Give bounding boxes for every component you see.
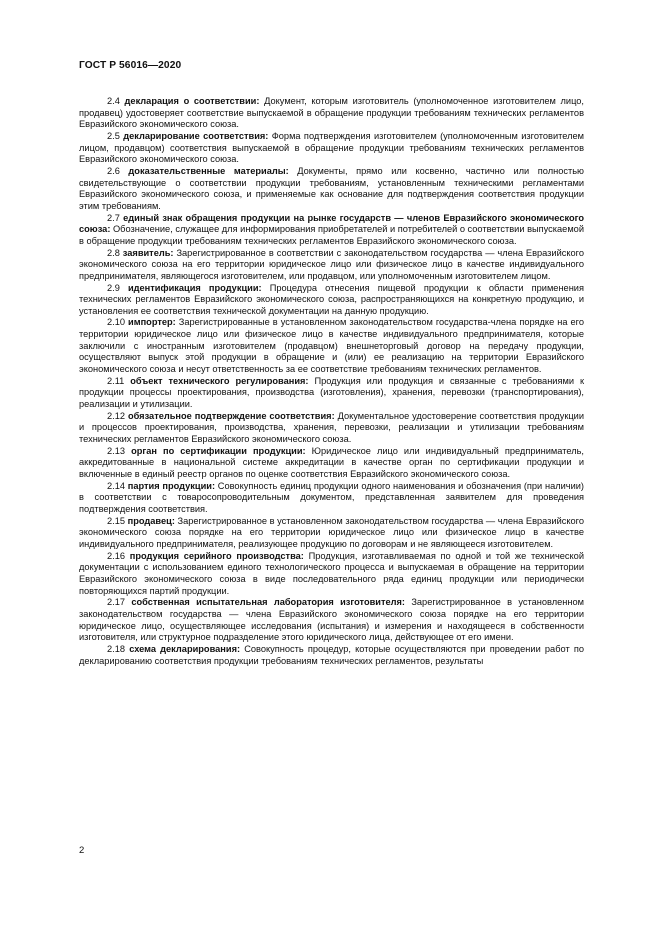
definition-number: 2.11 bbox=[107, 375, 125, 386]
definition-term: продукция серийного производства: bbox=[129, 550, 304, 561]
definition-paragraph bbox=[79, 644, 584, 667]
definition-text: Зарегистрированное в установленном законодательством государства — члена Евразийского экономического союза порядке на его территории юридическое лицо или физическое лицо в качестве индивидуального предпринимателя, реализующее продукцию по договорам и не являющееся изготовителем. bbox=[79, 515, 584, 549]
definition-text: Совокупность процедур, которые осуществляются при проведении работ по декларированию соответствия продукции требованиям технических регламентов, результаты bbox=[79, 643, 584, 666]
page-number: 2 bbox=[79, 845, 85, 856]
definition-paragraph bbox=[79, 481, 584, 516]
definition-term: идентификация продукции: bbox=[127, 282, 262, 293]
definition-text: Совокупность единиц продукции одного наименования и обозначения (при наличии) в соответствии с товаросопроводительным документом, представленная заявителем для проведения подтверждения соответствия. bbox=[79, 480, 585, 514]
definition-paragraph bbox=[79, 248, 584, 283]
definition-text: Юридическое лицо или индивидуальный предприниматель, аккредитованные в национальной системе аккредитации в качестве орган по сертификации продукции и включенные в единый реестр органов по оценке соответствия Евразийского экономического союза. bbox=[79, 445, 584, 479]
definition-term: декларация о соответствии: bbox=[124, 96, 260, 106]
definition-number: 2.7 bbox=[107, 212, 120, 223]
definition-number: 2.18 bbox=[107, 643, 126, 654]
definition-text: Документ, которым изготовитель (уполномоченное изготовителем лицо, продавец) удостоверяет соответствие выпускаемой в обращение продукции требованиям технических регламентов Евразийского экономического союза. bbox=[79, 96, 584, 130]
definition-text: Продукция, изготавливаемая по одной и той же технической документации с использованием единого технологического процесса и выпускаемая в обращение на территории Евразийского экономического союза в виде последовательного ряда единиц продукции или периодически повторяющихся партий продукции. bbox=[79, 550, 584, 596]
standard-header: ГОСТ Р 56016—2020 bbox=[79, 60, 182, 71]
definition-term: единый знак обращения продукции на рынке государств — членов Евразийского экономического союза: bbox=[79, 212, 585, 235]
definition-text: Обозначение, служащее для информирования приобретателей и потребителей о соответствии выпускаемой в обращение продукции требованиям технических регламентов Евразийского экономического союза. bbox=[79, 224, 584, 246]
definition-paragraph bbox=[79, 551, 584, 598]
definition-text: Процедура отнесения пищевой продукции к области применения технических регламентов Евразийского экономического союза, распространяющихся на конкретную продукцию, и установления ее соответствия технической документации на данную продукцию. bbox=[79, 282, 584, 316]
definition-number: 2.10 bbox=[107, 317, 126, 328]
definition-number: 2.4 bbox=[107, 96, 120, 106]
definition-number: 2.6 bbox=[107, 165, 120, 176]
definition-term: обязательное подтверждение соответствия: bbox=[127, 410, 335, 421]
definition-term: импортер: bbox=[128, 317, 176, 328]
definition-paragraph bbox=[79, 213, 584, 248]
definition-text: Документы, прямо или косвенно, частично или полностью свидетельствующие о соответствии продукции требованиям, установленным техническими регламентами Евразийского экономического союза, и применяемые как основание для подтверждения соответствия продукции этим требованиям. bbox=[79, 165, 584, 211]
definition-paragraph bbox=[79, 283, 584, 318]
definition-text: Зарегистрированные в установленном законодательством государства-члена порядке на его территории юридическое лицо или физическое лицо в качестве индивидуального предпринимателя, которые заключили с иностранным изготовителем (продавцом) внешнеторговый договор на передачу продукции, осуществляют выпуск этой продукции в обращение и (или) ее реализацию на территории Евразийского экономического союза и несут ответственность за ее соответствие требованиям технических регламентов. bbox=[79, 317, 584, 375]
definition-text: Документальное удостоверение соответствия продукции и процессов проектирования, производства, хранения, перевозки, реализации и утилизации требованиям технических регламентов Евразийского экономического союза. bbox=[79, 410, 585, 445]
definition-number: 2.16 bbox=[107, 550, 126, 561]
definition-term: партия продукции: bbox=[127, 480, 216, 491]
definition-paragraph bbox=[79, 96, 584, 131]
definition-paragraph bbox=[79, 516, 584, 551]
definition-term: схема декларирования: bbox=[129, 643, 241, 654]
definition-term: объект технического регулирования: bbox=[130, 375, 309, 386]
definition-paragraph bbox=[79, 166, 584, 213]
definition-text: Форма подтверждения изготовителем (уполномоченным изготовителем лицом, продавцом) соответствия выпускаемой в обращение продукции требованиям технических регламентов Евразийского экономического союза. bbox=[79, 130, 584, 165]
definition-paragraph bbox=[79, 317, 584, 375]
definition-term: продавец: bbox=[127, 515, 175, 526]
definition-term: декларирование соответствия: bbox=[123, 130, 269, 141]
definition-number: 2.5 bbox=[107, 130, 120, 141]
definition-term: собственная испытательная лаборатория изготовителя: bbox=[131, 597, 405, 608]
definition-paragraph bbox=[79, 446, 584, 481]
definition-paragraph bbox=[79, 131, 584, 166]
definition-number: 2.17 bbox=[107, 597, 126, 608]
definitions-section bbox=[79, 96, 584, 667]
definition-number: 2.8 bbox=[107, 247, 120, 258]
definition-number: 2.12 bbox=[107, 410, 126, 421]
definition-text: Продукция или продукция и связанные с требованиями к продукции процессы проектирования, производства (изготовления), хранения, перевозки (транспортирования), реализации и утилизации. bbox=[79, 375, 585, 410]
definition-number: 2.14 bbox=[107, 480, 126, 491]
definition-term: доказательственные материалы: bbox=[128, 165, 289, 176]
definition-term: орган по сертификации продукции: bbox=[131, 445, 306, 456]
definition-paragraph bbox=[79, 376, 584, 411]
definition-text: Зарегистрированное в соответствии с законодательством государства — члена Евразийского экономического союза на его территории юридическое лицо или физическое лицо в качестве индивидуального предпринимателя, являющегося изготовителем, или продавцом, или уполномоченным изготовителем лицом. bbox=[79, 247, 584, 281]
definition-term: заявитель: bbox=[122, 247, 174, 258]
definition-text: Зарегистрированное в установленном законодательством государства — члена Евразийского экономического союза порядке на его территории юридическое лицо, осуществляющее исследования (испытания) и измерения и находящееся в собственности изготовителя, или структурное подразделение этого юридического лица, действующее от его имени. bbox=[79, 597, 584, 643]
definition-number: 2.15 bbox=[107, 515, 126, 526]
definition-number: 2.13 bbox=[107, 445, 126, 456]
definition-number: 2.9 bbox=[107, 282, 120, 293]
definition-paragraph bbox=[79, 597, 584, 644]
definition-paragraph bbox=[79, 411, 584, 446]
